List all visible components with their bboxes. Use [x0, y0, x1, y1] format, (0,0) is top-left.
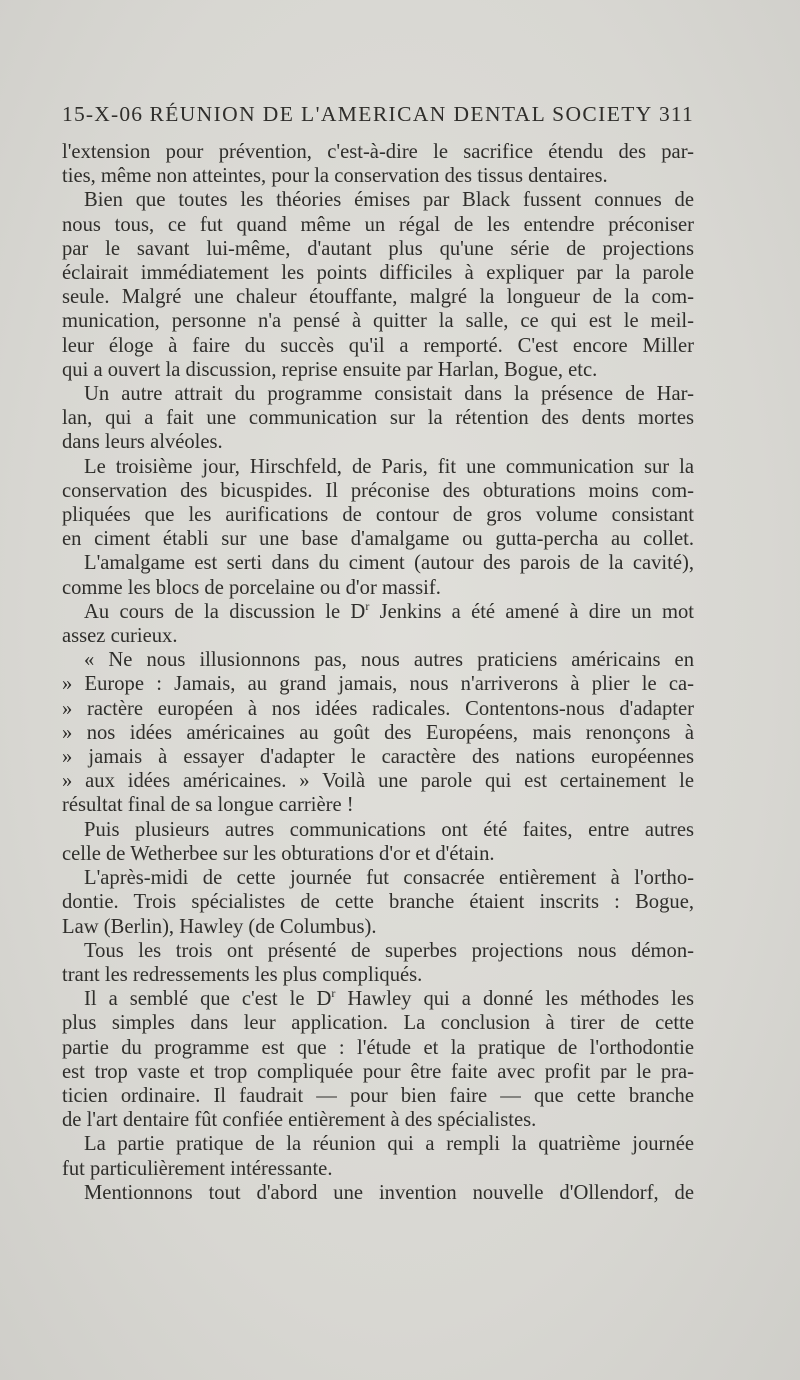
- text-line: qui a ouvert la discussion, reprise ensuite par Harlan, Bogue, etc.: [62, 358, 598, 381]
- text-line: Le troisième jour, Hirschfeld, de Paris, fit une communication sur la: [84, 455, 694, 478]
- text-line: ticien ordinaire. Il faudrait — pour bien faire — que cette branche: [62, 1084, 694, 1107]
- text-line: Au cours de la discussion le $D^r$ Jenkins a été amené à dire un mot: [84, 599, 695, 623]
- text-line: » ractère européen à nos idées radicales. Contentons-nous d'adapter: [62, 697, 694, 720]
- text-line: Il a semblé que c'est le $D^r$ Hawley qui a donné les méthodes les: [84, 986, 695, 1011]
- text-line: Bien que toutes les théories émises par Black fussent connues de: [84, 189, 694, 212]
- text-line: est trop vaste et trop compliquée pour être faite avec profit par le pra-: [62, 1060, 694, 1083]
- text-line: seule. Malgré une chaleur étouffante, malgré la longueur de la com-: [62, 286, 694, 309]
- text-line: ties, même non atteintes, pour la conservation des tissus dentaires.: [62, 165, 608, 188]
- text-line: fut particulièrement intéressante.: [62, 1157, 333, 1180]
- text-line: Tous les trois ont présenté de superbes projections nous démon-: [84, 939, 694, 962]
- text-line: en ciment établi sur une base d'amalgame ou gutta-percha au collet.: [62, 528, 694, 551]
- text-line: L'amalgame est serti dans du ciment (autour des parois de la cavité),: [84, 552, 694, 575]
- text-line: pliquées que les aurifications de contour de gros volume consistant: [62, 504, 694, 527]
- text-line: comme les blocs de porcelaine ou d'or massif.: [62, 576, 441, 599]
- text-line: Un autre attrait du programme consistait dans la présence de Har-: [84, 383, 694, 406]
- text-line: conservation des bicuspides. Il préconise des obturations moins com-: [62, 479, 694, 502]
- text-line: » Europe : Jamais, au grand jamais, nous n'arriverons à plier le ca-: [62, 673, 694, 696]
- text-line: par le savant lui-même, d'autant plus qu'une série de projections: [62, 237, 694, 260]
- text-line: dans leurs alvéoles.: [62, 431, 223, 454]
- text-line: trant les redressements les plus compliqués.: [62, 963, 423, 986]
- text-line: munication, personne n'a pensé à quitter la salle, ce qui est le meil-: [62, 310, 694, 333]
- text-line: nous tous, ce fut quand même un régal de les entendre préconiser: [62, 213, 694, 236]
- text-line: » nos idées américaines au goût des Européens, mais renonçons à: [62, 721, 694, 744]
- text-line: » aux idées américaines. » Voilà une parole qui est certainement le: [62, 770, 694, 793]
- text-line: Law (Berlin), Hawley (de Columbus).: [62, 915, 377, 938]
- running-header: [62, 102, 694, 132]
- text-line: celle de Wetherbee sur les obturations d'or et d'étain.: [62, 842, 495, 865]
- text-line: dontie. Trois spécialistes de cette branche étaient inscrits : Bogue,: [62, 891, 694, 914]
- text-line: lan, qui a fait une communication sur la rétention des dents mortes: [62, 407, 694, 430]
- text-line: résultat final de sa longue carrière !: [62, 794, 354, 817]
- text-line: de l'art dentaire fût confiée entièrement à des spécialistes.: [62, 1109, 537, 1132]
- text-line: partie du programme est que : l'étude et la pratique de l'orthodontie: [62, 1036, 694, 1059]
- text-line: l'extension pour prévention, c'est-à-dire le sacrifice étendu des par-: [62, 141, 694, 163]
- text-line: « Ne nous illusionnons pas, nous autres praticiens américains en: [84, 649, 694, 672]
- text-line: éclairait immédiatement les points difficiles à expliquer par la parole: [62, 262, 694, 285]
- body-text: [62, 140, 694, 1205]
- header-title: RÉUNION DE L'AMERICAN DENTAL SOCIETY: [149, 102, 653, 126]
- text-line: leur éloge à faire du succès qu'il a remporté. C'est encore Miller: [62, 334, 694, 357]
- text-line: Puis plusieurs autres communications ont été faites, entre autres: [84, 818, 694, 841]
- text-line: L'après-midi de cette journée fut consacrée entièrement à l'ortho-: [84, 867, 694, 890]
- text-line: assez curieux.: [62, 625, 178, 648]
- text-line: Mentionnons tout d'abord une invention nouvelle d'Ollendorf, de: [84, 1181, 694, 1204]
- text-line: La partie pratique de la réunion qui a rempli la quatrième journée: [84, 1133, 694, 1156]
- text-line: plus simples dans leur application. La conclusion à tirer de cette: [62, 1012, 694, 1035]
- page-number: 311: [658, 102, 694, 126]
- header-date: 15-X-06: [62, 102, 144, 126]
- text-line: » jamais à essayer d'adapter le caractère des nations européennes: [62, 746, 694, 769]
